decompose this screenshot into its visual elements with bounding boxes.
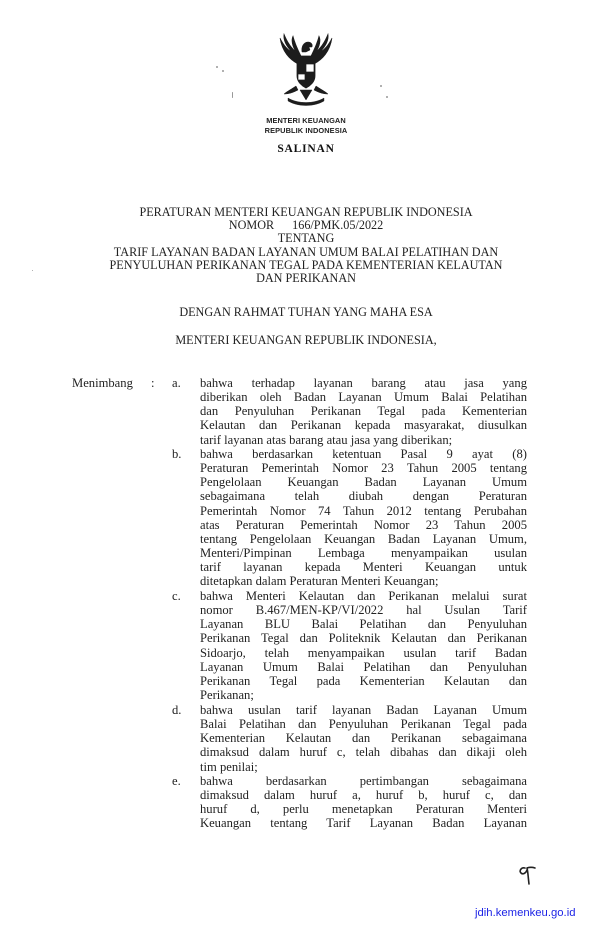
item-text: bahwa Menteri Kelautan dan Perikanan melalui surat nomor B.467/MEN-KP/VI/2022 hal Usulan Tarif Layanan BLU Balai Pelatihan dan Penyuluhan Perikanan Tegal dan Politeknik Kelautan dan Perikanan Sidoarjo, telah menyampaikan usulan tarif Badan Layanan Umum Balai Pelatihan dan Penyuluhan Perikanan Tegal pada Kementerian Kelautan dan Perikanan; (200, 589, 527, 703)
salinan-stamp: SALINAN (277, 143, 335, 155)
office-name-line-2: REPUBLIK INDONESIA (264, 126, 348, 135)
handwritten-page-mark-icon (516, 862, 540, 888)
item-text: bahwa terhadap layanan barang atau jasa yang diberikan oleh Badan Layanan Umum Balai Pelatihan dan Penyuluhan Perikanan Tegal pada Kementerian Kelautan dan Perikanan kepada masyarakat, diusulkan tarif layanan atas barang atau jasa yang diberikan; (200, 376, 527, 447)
garuda-emblem-icon (268, 30, 344, 108)
item-text: bahwa berdasarkan ketentuan Pasal 9 ayat (8) Peraturan Pemerintah Nomor 23 Tahun 2005 tentang Pengelolaan Keuangan Badan Layanan Umum sebagaimana telah diubah dengan Peraturan Pemerintah Nomor 74 Tahun 2012 tentang Perubahan atas Peraturan Pemerintah Nomor 23 Tahun 2005 tentang Pengelolaan Keuangan Badan Layanan Umum, Menteri/Pimpinan Lembaga menyampaikan usulan tarif layanan kepada Menteri Keuangan untuk ditetapkan dalam Peraturan Menteri Keuangan; (200, 447, 527, 589)
nomor-value: 166/PMK.05/2022 (292, 218, 384, 233)
subject-line-3: DAN PERIKANAN (256, 271, 356, 286)
considering-colon: : (151, 376, 155, 390)
item-text: bahwa berdasarkan pertimbangan sebagaimana dimaksud dalam huruf a, huruf b, huruf c, dan huruf d, perlu menetapkan Peraturan Menteri Keuangan tentang Tarif Layanan Badan Layanan (200, 774, 527, 831)
considering-label: Menimbang (72, 376, 133, 390)
subject-line-2: PENYULUHAN PERIKANAN TEGAL PADA KEMENTERIAN KELAUTAN (109, 257, 503, 272)
office-name-line-1: MENTERI KEUANGAN (266, 116, 346, 125)
jdih-link[interactable]: jdih.kemenkeu.go.id (475, 907, 576, 919)
item-text: bahwa usulan tarif layanan Badan Layanan Umum Balai Pelatihan dan Penyuluhan Perikanan Tegal pada Kementerian Kelautan dan Perikanan sebagaimana dimaksud dalam huruf c, telah dibahas dan dikaji oleh tim penilai; (200, 703, 527, 774)
invocation: DENGAN RAHMAT TUHAN YANG MAHA ESA (179, 305, 433, 319)
tentang-line: TENTANG (277, 231, 335, 246)
scan-speck (222, 70, 224, 72)
scan-speck (232, 92, 233, 98)
scan-speck (216, 66, 218, 68)
item-letter: a. (172, 376, 181, 390)
title-line-1: PERATURAN MENTERI KEUANGAN REPUBLIK INDONESIA (139, 205, 473, 219)
subject-line-1: TARIF LAYANAN BADAN LAYANAN UMUM BALAI PELATIHAN DAN (113, 244, 499, 259)
scan-speck (386, 96, 388, 98)
item-letter: e. (172, 774, 181, 788)
authority-line: MENTERI KEUANGAN REPUBLIK INDONESIA, (175, 333, 437, 347)
scan-speck (380, 85, 382, 87)
item-letter: d. (172, 703, 182, 717)
item-letter: c. (172, 589, 181, 603)
nomor-label: NOMOR (228, 218, 275, 233)
item-letter: b. (172, 447, 182, 461)
regulation-title (0, 206, 612, 285)
